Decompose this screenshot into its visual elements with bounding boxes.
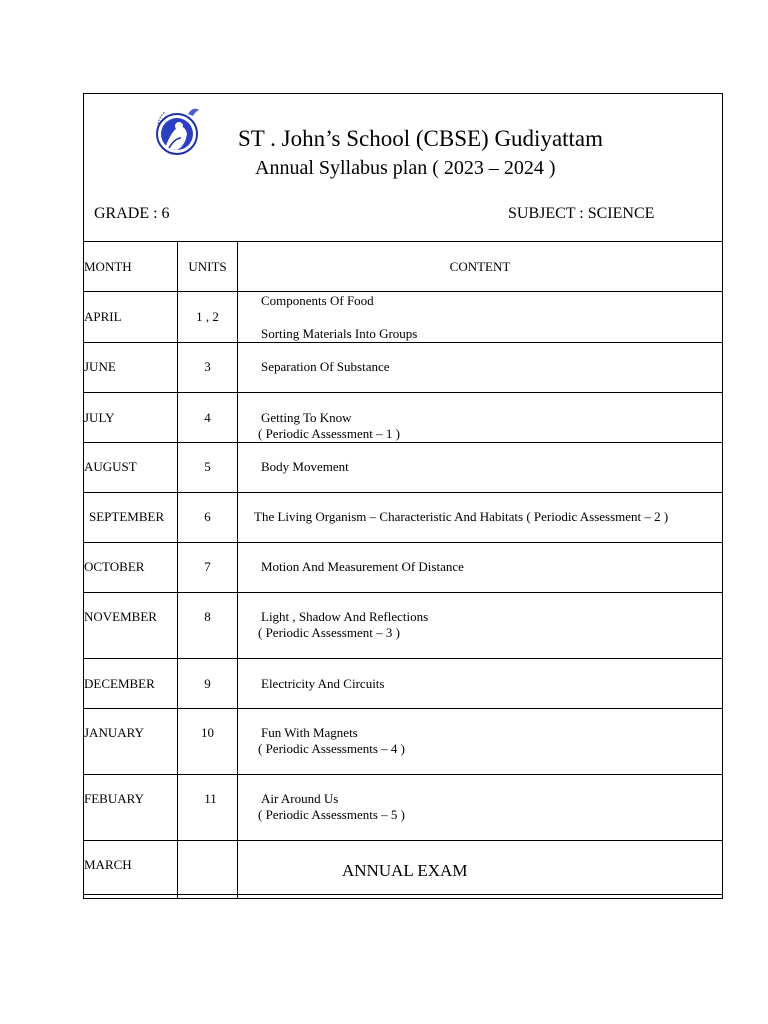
- content-line-1: Fun With Magnets: [261, 725, 358, 740]
- content-line-2: Sorting Materials Into Groups: [261, 326, 418, 341]
- content-cell: [238, 659, 723, 709]
- annual-exam-text: ANNUAL EXAM: [342, 861, 468, 880]
- units-header: UNITS: [188, 259, 227, 274]
- content-cell: [238, 775, 723, 841]
- content-header: CONTENT: [449, 259, 511, 274]
- content-cell: [238, 292, 723, 343]
- header-cell-month: [84, 242, 178, 292]
- month-cell: [84, 493, 178, 543]
- content-cell: [238, 543, 723, 593]
- units-cell: [178, 543, 238, 593]
- units-cell: [178, 292, 238, 343]
- units-text: 5: [204, 459, 211, 474]
- units-text: 9: [204, 676, 211, 691]
- units-cell: [178, 493, 238, 543]
- content-cell: [238, 443, 723, 493]
- units-cell: [178, 593, 238, 659]
- units-text: 1 , 2: [196, 309, 219, 324]
- content-line-1: Electricity And Circuits: [261, 676, 385, 691]
- units-cell: [178, 393, 238, 443]
- table-row: [84, 493, 723, 543]
- table-row: [84, 593, 723, 659]
- month-text: JUNE: [84, 359, 116, 374]
- content-line-1: The Living Organism – Characteristic And Habitats ( Periodic Assessment – 2 ): [254, 509, 669, 524]
- units-text: 6: [204, 509, 211, 524]
- header-cell-content: [238, 242, 723, 292]
- units-text: 7: [204, 559, 211, 574]
- units-text: 10: [201, 725, 214, 740]
- month-cell: [84, 543, 178, 593]
- content-cell: [238, 493, 723, 543]
- month-text: OCTOBER: [84, 559, 145, 574]
- school-name: ST . John’s School (CBSE) Gudiyattam: [238, 126, 604, 151]
- syllabus-frame: [83, 93, 723, 895]
- units-text: 8: [204, 609, 211, 624]
- units-cell: [178, 343, 238, 393]
- table-row: [84, 709, 723, 775]
- content-cell: [238, 343, 723, 393]
- table-row: [84, 443, 723, 493]
- units-cell: [178, 775, 238, 841]
- month-cell: [84, 393, 178, 443]
- table-header-row: [84, 242, 723, 292]
- month-cell: [84, 709, 178, 775]
- table-row: [84, 393, 723, 443]
- month-cell: [84, 775, 178, 841]
- month-text: JANUARY: [84, 725, 144, 740]
- table-row: [84, 841, 723, 899]
- units-cell: [178, 659, 238, 709]
- plan-title: Annual Syllabus plan ( 2023 – 2024 ): [255, 157, 556, 179]
- units-cell: [178, 841, 238, 899]
- month-cell: [84, 841, 178, 899]
- header-cell-units: [178, 242, 238, 292]
- month-text: APRIL: [84, 309, 122, 324]
- month-text: JULY: [84, 410, 115, 425]
- content-cell: [238, 709, 723, 775]
- month-text: FEBUARY: [84, 791, 144, 806]
- month-cell: [84, 343, 178, 393]
- content-line-2: ( Periodic Assessments – 5 ): [258, 807, 405, 822]
- content-line-1: Light , Shadow And Reflections: [261, 609, 429, 624]
- syllabus-table: [83, 241, 723, 899]
- content-line-1: Getting To Know: [261, 410, 352, 425]
- content-cell: [238, 393, 723, 443]
- month-text: MARCH: [84, 857, 132, 872]
- header: [84, 94, 722, 242]
- month-text: SEPTEMBER: [89, 509, 165, 524]
- content-line-1: Body Movement: [261, 459, 349, 474]
- subject-label: SUBJECT : SCIENCE: [508, 205, 655, 222]
- units-cell: [178, 709, 238, 775]
- month-cell: [84, 443, 178, 493]
- month-cell: [84, 659, 178, 709]
- month-text: DECEMBER: [84, 676, 155, 691]
- content-cell: [238, 593, 723, 659]
- table-row: [84, 292, 723, 343]
- content-line-2: ( Periodic Assessments – 4 ): [258, 741, 405, 756]
- units-cell: [178, 443, 238, 493]
- content-line-1: Motion And Measurement Of Distance: [261, 559, 464, 574]
- month-header: MONTH: [84, 259, 132, 274]
- month-cell: [84, 292, 178, 343]
- content-line-2: ( Periodic Assessment – 3 ): [258, 625, 400, 640]
- table-row: [84, 343, 723, 393]
- table-row: [84, 775, 723, 841]
- month-text: AUGUST: [84, 459, 137, 474]
- table-row: [84, 659, 723, 709]
- school-logo: [155, 104, 203, 158]
- units-text: 3: [204, 359, 211, 374]
- content-line-2: ( Periodic Assessment – 1 ): [258, 426, 400, 441]
- table-row: [84, 543, 723, 593]
- month-cell: [84, 593, 178, 659]
- units-text: [178, 841, 237, 857]
- units-text: 4: [204, 410, 211, 425]
- content-line-1: Air Around Us: [261, 791, 339, 806]
- content-line-1: Components Of Food: [261, 293, 374, 308]
- units-text: 11: [204, 791, 217, 806]
- grade-label: GRADE : 6: [94, 205, 170, 222]
- content-line-1: Separation Of Substance: [261, 359, 390, 374]
- month-text: NOVEMBER: [84, 609, 157, 624]
- content-cell: [238, 841, 723, 899]
